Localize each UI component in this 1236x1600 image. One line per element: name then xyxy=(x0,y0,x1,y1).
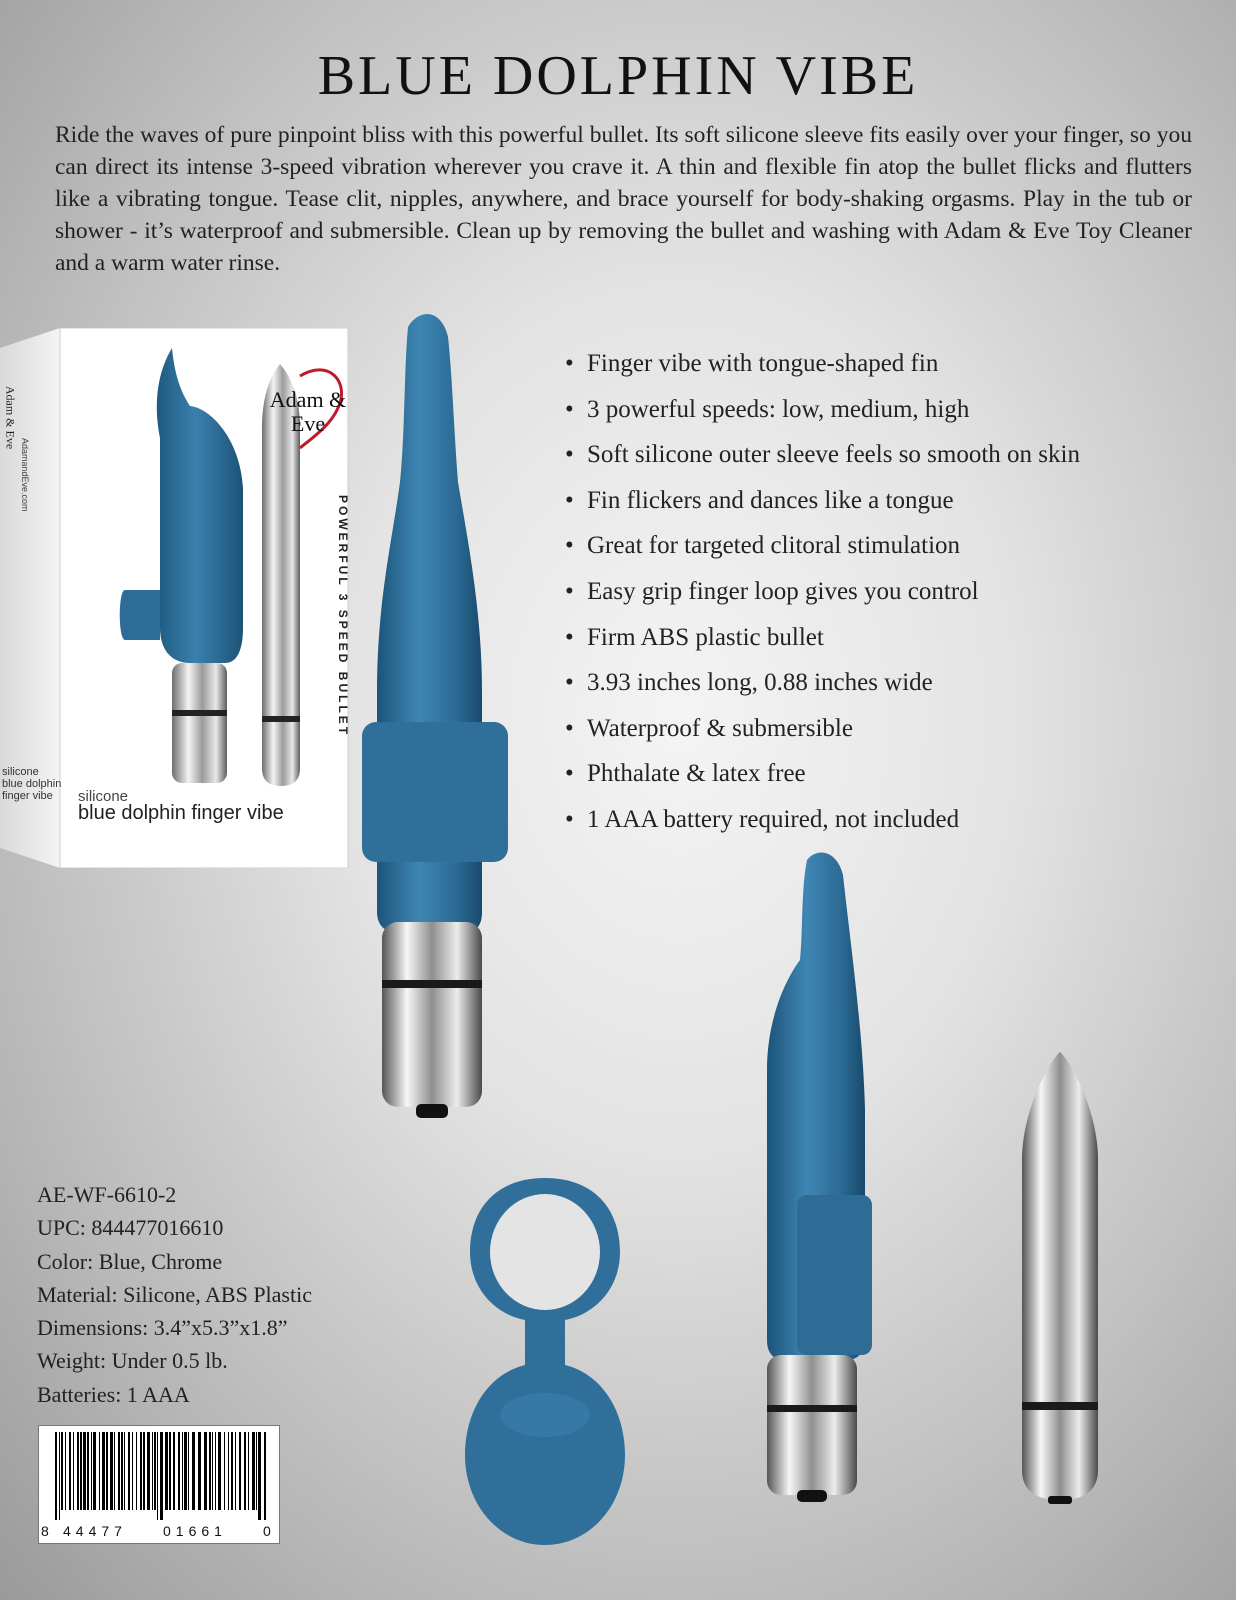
barcode-bar xyxy=(102,1432,105,1510)
bullet-glyph: • xyxy=(565,395,574,423)
bullet-glyph: • xyxy=(565,350,574,377)
bullet-glyph: • xyxy=(565,805,574,833)
barcode-bar xyxy=(169,1432,171,1510)
barcode-bar xyxy=(140,1432,142,1510)
barcode-bar xyxy=(136,1432,137,1510)
barcode-bar xyxy=(99,1432,100,1510)
barcode-right-digit: 0 xyxy=(263,1523,276,1539)
package-side-label-3: finger vibe xyxy=(2,790,53,802)
bullet-glyph: • xyxy=(565,669,574,697)
barcode-bar xyxy=(93,1432,96,1510)
spec-sku: AE-WF-6610-2 xyxy=(37,1182,177,1207)
barcode-bar xyxy=(228,1432,229,1510)
bullet-glyph: • xyxy=(565,623,574,651)
barcode-bar xyxy=(128,1432,130,1510)
finger-ring-image xyxy=(465,1170,625,1550)
spec-dimensions: Dimensions: 3.4”x5.3”x1.8” xyxy=(37,1315,288,1341)
feature-item: • Finger vibe with tongue-shaped fin xyxy=(565,346,1080,392)
barcode-bar xyxy=(192,1432,195,1510)
spec-color: Color: Blue, Chrome xyxy=(37,1248,223,1274)
spec-upc: UPC: 844477016610 xyxy=(37,1215,224,1241)
page-title: BLUE DOLPHIN VIBE xyxy=(317,45,919,107)
product-package xyxy=(0,328,380,868)
barcode-bar xyxy=(165,1432,168,1510)
barcode-bar xyxy=(106,1432,108,1510)
barcode-bar xyxy=(73,1432,74,1510)
feature-item: • 1 AAA battery required, not included xyxy=(565,802,1080,848)
package-side-brand: Adam & Eve xyxy=(3,385,18,450)
barcode-left-group: 44477 xyxy=(63,1523,127,1539)
barcode-bar xyxy=(83,1432,86,1510)
feature-item: • Fin flickers and dances like a tongue xyxy=(565,483,1080,529)
package-side-label-1: silicone xyxy=(2,766,39,778)
barcode-bar xyxy=(110,1432,113,1510)
barcode-bar xyxy=(231,1432,233,1510)
barcode-bar xyxy=(118,1432,120,1510)
barcode-bar xyxy=(59,1432,60,1520)
barcode-bar xyxy=(239,1432,241,1510)
package-side-url: AdamandEve.com xyxy=(20,438,30,512)
barcode-bar xyxy=(80,1432,82,1510)
product-description: Ride the waves of pure pinpoint bliss with this powerful bullet. Its soft silicone sleeve fits easily over your finger, so you can direct its intense 3-speed vibration wherever you crave it. A thin and flexible fin atop the bullet flicks and flutters like a vibrating tongue. Tease clit, nipples, anywhere, and brace yourself for body-shaking orgasms. Play in the tub or shower - it’s waterproof and submersible. Clean up by removing the bullet and washing with Adam & Eve Toy Cleaner and a warm water rinse. xyxy=(55,122,1192,276)
barcode-bar xyxy=(147,1432,150,1510)
barcode-bar xyxy=(182,1432,183,1510)
barcode-bar xyxy=(152,1432,153,1510)
barcode-bar xyxy=(87,1432,89,1510)
feature-item: • Waterproof & submersible xyxy=(565,711,1080,757)
barcode-bar xyxy=(264,1432,266,1520)
feature-item: • Phthalate & latex free xyxy=(565,756,1080,802)
package-brand-logo: Adam & Eve xyxy=(269,387,347,436)
barcode-bar xyxy=(256,1432,257,1510)
feature-item: • Firm ABS plastic bullet xyxy=(565,620,1080,666)
bullet-glyph: • xyxy=(565,577,574,605)
barcode-bar xyxy=(224,1432,225,1510)
feature-item: • Soft silicone outer sleeve feels so smooth on skin xyxy=(565,437,1080,483)
chrome-bullet-image xyxy=(1010,1050,1110,1510)
package-side-label-2: blue dolphin xyxy=(2,778,62,790)
barcode-bar xyxy=(184,1432,187,1510)
barcode-bar xyxy=(61,1432,63,1510)
barcode-bar xyxy=(235,1432,236,1510)
barcode-bar xyxy=(69,1432,71,1510)
barcode-bar xyxy=(91,1432,92,1510)
barcode-bar xyxy=(188,1432,189,1510)
barcode-bar xyxy=(258,1432,261,1520)
barcode-bar xyxy=(248,1432,249,1510)
feature-item: • 3 powerful speeds: low, medium, high xyxy=(565,392,1080,438)
barcode-bar xyxy=(154,1432,156,1510)
barcode-bar xyxy=(173,1432,175,1510)
barcode-bar xyxy=(198,1432,201,1510)
barcode-bar xyxy=(160,1432,163,1520)
barcode-bar xyxy=(218,1432,221,1510)
barcode-left-digit: 8 xyxy=(41,1523,54,1539)
spec-batteries: Batteries: 1 AAA xyxy=(37,1381,190,1407)
spec-weight: Weight: Under 0.5 lb. xyxy=(37,1348,228,1374)
package-side-labels xyxy=(2,766,61,802)
barcode-right-group: 01661 xyxy=(163,1523,227,1539)
barcode-bar xyxy=(209,1432,211,1510)
bullet-glyph: • xyxy=(565,441,574,469)
barcode-bar xyxy=(114,1432,115,1510)
barcode-bar xyxy=(212,1432,213,1510)
upc-barcode xyxy=(38,1425,280,1544)
barcode-bars xyxy=(39,1426,279,1522)
barcode-bar xyxy=(252,1432,255,1510)
product-specs xyxy=(37,1178,312,1411)
barcode-bar xyxy=(244,1432,246,1510)
barcode-bar xyxy=(65,1432,66,1510)
barcode-bar xyxy=(143,1432,145,1510)
feature-item: • Great for targeted clitoral stimulation xyxy=(565,528,1080,574)
barcode-bar xyxy=(55,1432,57,1520)
assembled-vibe-image xyxy=(360,312,510,1142)
sleeve-vibe-image xyxy=(755,850,895,1510)
package-front-name: blue dolphin finger vibe xyxy=(78,802,284,824)
bullet-glyph: • xyxy=(565,760,574,788)
feature-list xyxy=(565,346,1080,848)
barcode-bar xyxy=(215,1432,216,1510)
barcode-bar xyxy=(178,1432,180,1510)
bullet-glyph: • xyxy=(565,486,574,514)
spec-material: Material: Silicone, ABS Plastic xyxy=(37,1281,312,1307)
package-front-small: silicone xyxy=(78,788,129,805)
bullet-glyph: • xyxy=(565,532,574,560)
barcode-bar xyxy=(77,1432,79,1510)
barcode-bar xyxy=(157,1432,158,1520)
barcode-bar xyxy=(121,1432,123,1510)
barcode-bar xyxy=(132,1432,133,1510)
package-vertical-text: POWERFUL 3 SPEED BULLET xyxy=(336,495,350,738)
feature-item: • Easy grip finger loop gives you control xyxy=(565,574,1080,620)
feature-item: • 3.93 inches long, 0.88 inches wide xyxy=(565,665,1080,711)
barcode-bar xyxy=(204,1432,207,1510)
barcode-bar xyxy=(124,1432,125,1510)
bullet-glyph: • xyxy=(565,714,574,742)
